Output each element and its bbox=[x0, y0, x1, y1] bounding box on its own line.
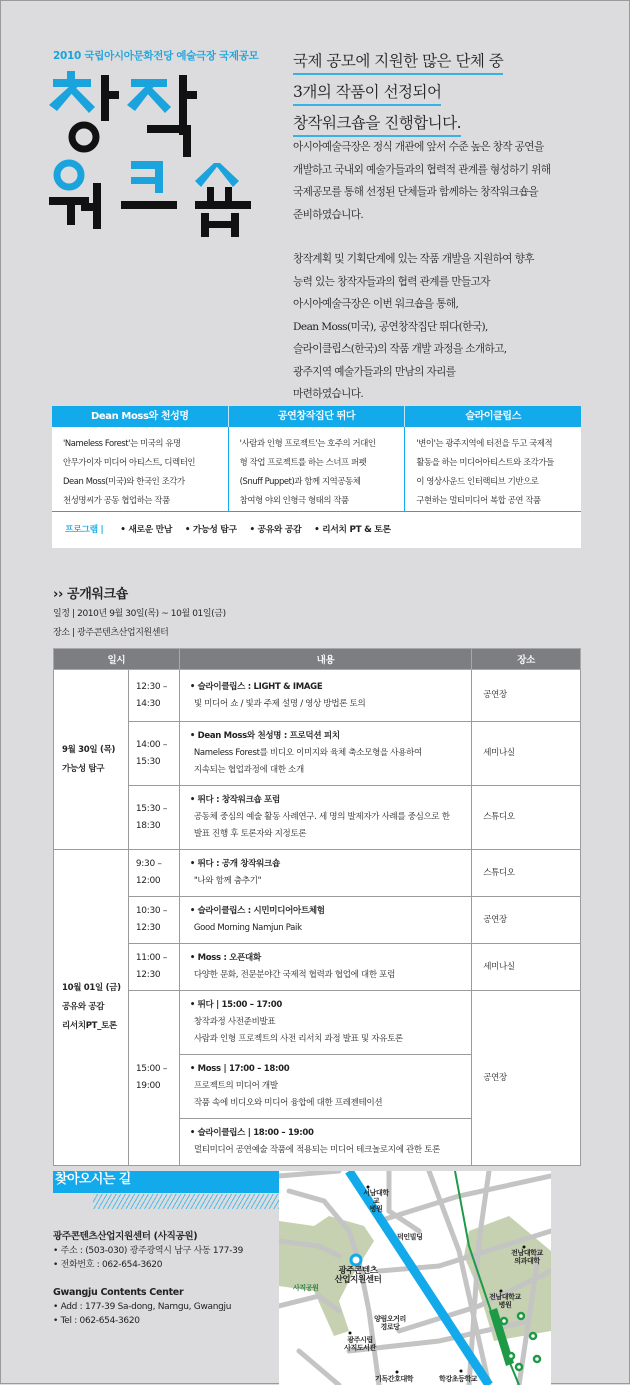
content-cell bbox=[179, 786, 471, 850]
desc-line: 이 영상사운드 인터랙티브 기반으로 bbox=[416, 476, 539, 486]
place-cell: 스튜디오 bbox=[472, 850, 581, 897]
table-row bbox=[54, 944, 581, 991]
desc-line: 참여형 야외 인형극 형태의 작품 bbox=[239, 495, 349, 505]
day-theme: 공유와 공감 bbox=[62, 1002, 105, 1012]
selected-groups-box bbox=[52, 406, 581, 548]
content-cell bbox=[179, 722, 471, 786]
group-header-slyclips: 슬라이클립스 bbox=[465, 411, 521, 422]
time-cell bbox=[128, 722, 179, 786]
intro-line: 개발하고 국내외 예술가들과의 협력적 관계를 형성하기 위해 bbox=[293, 163, 551, 176]
col-header-datetime: 일시 bbox=[54, 649, 180, 670]
program-list bbox=[52, 512, 581, 535]
program-item: • 새로운 만남 bbox=[120, 525, 173, 535]
map-label-hospital: 서남대학교 병원 bbox=[363, 1189, 389, 1213]
desc-line: 구현하는 멀티미디어 복합 공연 작품 bbox=[416, 495, 541, 505]
headline-line: 창작워크숍을 진행합니다. bbox=[293, 111, 461, 137]
session-title: • 뛰다 | 15:00 – 17:00 bbox=[189, 1000, 282, 1010]
time-cell bbox=[128, 850, 179, 897]
workshop-venue: 장소 | 광주콘텐츠산업지원센터 bbox=[53, 628, 169, 638]
time-end: 19:00 bbox=[135, 1081, 161, 1091]
time-start: 12:30 – bbox=[135, 681, 168, 692]
time-end: 15:30 bbox=[135, 756, 161, 767]
session-title: • Dean Moss와 천성명 : 프로덕션 피치 bbox=[189, 731, 340, 741]
place-cell: 공연장 bbox=[472, 991, 581, 1166]
intro-line: 슬라이클립스(한국)의 작품 개발 과정을 소개하고, bbox=[293, 343, 507, 355]
day-date: 9월 30일 (목) bbox=[62, 744, 116, 755]
workshop-title-graphic bbox=[49, 63, 259, 233]
time-cell bbox=[128, 991, 179, 1166]
session-desc: 지속되는 협업과정에 대한 소개 bbox=[193, 765, 304, 775]
content-cell bbox=[179, 670, 471, 722]
session-desc: 멀티미디어 공연예술 작품에 적용되는 미디어 테크놀로지에 관한 토론 bbox=[193, 1145, 441, 1155]
time-start: 10:30 – bbox=[135, 906, 168, 916]
session-desc: 프로젝트의 미디어 개발 bbox=[193, 1081, 278, 1091]
time-end: 12:30 bbox=[135, 923, 161, 933]
schedule-table bbox=[53, 648, 581, 1166]
table-row bbox=[54, 670, 581, 722]
intro-line: 능력 있는 창작자들과의 협력 관계를 만들고자 bbox=[293, 275, 490, 288]
headline-line: 3개의 작품이 선정되어 bbox=[293, 80, 441, 106]
session-desc: 발표 진행 후 토론자와 지정토론 bbox=[193, 829, 307, 839]
content-cell bbox=[179, 1119, 471, 1166]
day-theme: 가능성 탐구 bbox=[62, 763, 105, 774]
time-end: 12:30 bbox=[135, 970, 161, 980]
session-title: • 뛰다 : 공개 창작워크숍 bbox=[189, 859, 280, 869]
group-desc-slyclips bbox=[405, 427, 581, 511]
time-cell bbox=[128, 897, 179, 944]
intro-line: 준비하였습니다. bbox=[293, 208, 364, 221]
venue-name-kr: 광주콘텐츠산업지원센터 (사직공원) bbox=[53, 1231, 198, 1242]
desc-line: 'Nameless Forest'는 미국의 유명 bbox=[63, 438, 181, 448]
desc-line: '변이'는 광주지역에 터전을 두고 국제적 bbox=[416, 438, 553, 448]
map-label-center: 광주콘텐츠 산업지원센터 bbox=[334, 1266, 382, 1285]
phone-en: • Tel : 062-654-3620 bbox=[53, 1316, 140, 1326]
intro-line: 국제공모를 통해 선정된 단체들과 함께하는 창작워크숍을 bbox=[293, 186, 539, 198]
session-desc: 다양한 문화, 전문분야간 국제적 협력과 협업에 대한 포럼 bbox=[193, 970, 395, 980]
time-start: 11:00 – bbox=[135, 953, 168, 963]
time-end: 12:00 bbox=[135, 876, 161, 886]
place-cell: 세미나실 bbox=[472, 722, 581, 786]
location-map[interactable] bbox=[279, 1171, 551, 1385]
desc-line: (Snuff Puppet)과 함께 지역공동체 bbox=[239, 476, 361, 486]
map-label-park: 사직공원 bbox=[293, 1284, 319, 1292]
time-cell bbox=[128, 944, 179, 991]
map-label-library: 광주시립 사직도서관 bbox=[344, 1336, 376, 1352]
session-desc: "나와 함께 춤추기" bbox=[193, 876, 262, 886]
session-title: • Moss | 17:00 – 18:00 bbox=[189, 1064, 290, 1074]
session-title: • 슬라이클립스 | 18:00 – 19:00 bbox=[189, 1128, 314, 1138]
session-desc: 공동체 중심의 예술 활동 사례연구. 세 명의 발제자가 사례를 중심으로 한 bbox=[193, 812, 450, 822]
address-korean bbox=[53, 1230, 243, 1272]
intro-paragraph-1 bbox=[293, 136, 613, 226]
intro-line: 광주지역 예술가들과의 만남의 자리를 bbox=[293, 365, 456, 378]
program-item: • 리서치 PT & 토론 bbox=[314, 525, 391, 535]
table-row bbox=[54, 850, 581, 897]
content-cell bbox=[179, 944, 471, 991]
headline-line: 국제 공모에 지원한 많은 단체 중 bbox=[293, 49, 503, 75]
venue-name-en: Gwangju Contents Center bbox=[53, 1287, 184, 1298]
map-label-building: 덕인빌딩 bbox=[397, 1233, 423, 1241]
map-label-nursing-college: 기독간호대학 bbox=[375, 1375, 414, 1383]
time-start: 9:30 – bbox=[135, 859, 162, 869]
session-title: • 뛰다 : 창작워크숍 포럼 bbox=[189, 795, 280, 805]
place-cell: 스튜디오 bbox=[472, 786, 581, 850]
event-subtitle: 2010 국립아시아문화전당 예술극장 국제공모 bbox=[53, 50, 259, 62]
day-date: 10월 01일 (금) bbox=[62, 983, 121, 993]
session-title: • 슬라이클립스 : LIGHT & IMAGE bbox=[189, 681, 323, 692]
program-item: • 가능성 탐구 bbox=[184, 525, 237, 535]
col-header-place: 장소 bbox=[472, 649, 581, 670]
place-cell: 공연장 bbox=[472, 897, 581, 944]
time-cell bbox=[128, 670, 179, 722]
title-lettering-icon bbox=[49, 63, 259, 238]
session-desc: 창작과정 사전준비발표 bbox=[193, 1017, 276, 1027]
group-desc-ttwida bbox=[229, 427, 406, 511]
time-end: 14:30 bbox=[135, 698, 161, 709]
headline bbox=[293, 49, 593, 142]
table-header-row bbox=[54, 649, 581, 670]
table-row bbox=[54, 991, 581, 1055]
desc-line: 천성명씨가 공동 협업하는 작품 bbox=[63, 495, 170, 505]
intro-text bbox=[293, 136, 613, 406]
directions-title: 찾아오시는 길 bbox=[53, 1171, 279, 1193]
place-cell: 세미나실 bbox=[472, 944, 581, 991]
intro-line: 아시아예술극장은 이번 워크숍을 통해, bbox=[293, 298, 459, 310]
group-header-ttwida: 공연창작집단 뛰다 bbox=[229, 406, 406, 427]
content-cell bbox=[179, 991, 471, 1055]
hatch-decoration bbox=[93, 1194, 279, 1209]
map-label-hospital-2: 전남대학교 병원 bbox=[489, 1293, 521, 1309]
session-desc: 사람과 인형 프로젝트의 사전 리서치 과정 발표 및 자유토론 bbox=[193, 1034, 403, 1044]
group-header-dean-moss: Dean Moss와 천성명 bbox=[52, 406, 229, 427]
intro-line: 마련하였습니다. bbox=[293, 388, 364, 400]
day2-cell bbox=[54, 850, 129, 1166]
day-theme: 리서치PT_토론 bbox=[62, 1021, 117, 1031]
place-cell: 공연장 bbox=[472, 670, 581, 722]
desc-line: '사람과 인형 프로젝트'는 호주의 거대인 bbox=[239, 438, 376, 448]
content-cell bbox=[179, 897, 471, 944]
address-en: • Add : 177-39 Sa-dong, Namgu, Gwangju bbox=[53, 1302, 232, 1312]
intro-line: 아시아예술극장은 정식 개관에 앞서 수준 높은 창작 공연을 bbox=[293, 141, 544, 153]
session-title: • Moss : 오픈대화 bbox=[189, 953, 261, 963]
program-item: • 공유와 공감 bbox=[249, 525, 302, 535]
day1-cell bbox=[54, 670, 129, 850]
desc-line: 형 작업 프로젝트를 하는 스너프 퍼펫 bbox=[239, 457, 367, 467]
group-desc-dean-moss bbox=[52, 427, 229, 511]
time-start: 15:30 – bbox=[135, 803, 168, 814]
workshop-schedule: 일정 | 2010년 9월 30일(목) ~ 10월 01일(금) bbox=[53, 609, 226, 619]
table-row bbox=[54, 722, 581, 786]
time-end: 18:30 bbox=[135, 820, 161, 831]
table-row bbox=[54, 897, 581, 944]
program-label: 프로그램 | bbox=[65, 525, 104, 535]
intro-line: Dean Moss(미국), 공연창작집단 뛰다(한국), bbox=[293, 320, 488, 333]
desc-line: 활동을 하는 미디어아티스트와 조각가들 bbox=[416, 457, 554, 467]
groups-header-row bbox=[52, 406, 581, 427]
address-english bbox=[53, 1286, 231, 1328]
phone-kr: • 전화번호 : 062-654-3620 bbox=[53, 1260, 163, 1270]
content-cell bbox=[179, 1055, 471, 1119]
session-desc: Nameless Forest를 비디오 이미지와 육체 축소모형을 사용하여 bbox=[193, 748, 422, 758]
time-start: 15:00 – bbox=[135, 1064, 168, 1074]
desc-line: 안무가이자 미디어 아티스트, 디렉터인 bbox=[63, 457, 196, 467]
map-label-senior-center: 양림오거리 경로당 bbox=[374, 1315, 406, 1331]
session-desc: 빛 미디어 쇼 / 빛과 주제 설명 / 영상 방법론 토의 bbox=[193, 698, 366, 709]
map-label-med-college: 전남대학교 의과대학 bbox=[511, 1249, 543, 1265]
content-cell bbox=[179, 850, 471, 897]
intro-line: 창작계획 및 기획단계에 있는 작품 개발을 지원하여 향후 bbox=[293, 253, 534, 265]
session-desc: Good Morning Namjun Paik bbox=[193, 923, 302, 933]
intro-paragraph-2 bbox=[293, 248, 613, 406]
map-graphic-icon bbox=[279, 1171, 551, 1385]
map-label-school: 학강초등학교 bbox=[439, 1375, 478, 1383]
session-desc: 작품 속에 비디오와 미디어 융합에 대한 프레젠테이션 bbox=[193, 1098, 383, 1108]
col-header-content: 내용 bbox=[179, 649, 471, 670]
table-row bbox=[54, 786, 581, 850]
session-title: • 슬라이클립스 : 시민미디어아트체험 bbox=[189, 906, 325, 916]
desc-line: Dean Moss(미국)와 한국인 조각가 bbox=[63, 476, 185, 486]
groups-desc-row bbox=[52, 427, 581, 512]
time-cell bbox=[128, 786, 179, 850]
address-kr: • 주소 : (503-030) 광주광역시 남구 사동 177-39 bbox=[53, 1246, 244, 1256]
time-start: 14:00 – bbox=[135, 739, 168, 750]
section-title-open-workshop: ›› 공개워크숍 bbox=[53, 587, 128, 602]
